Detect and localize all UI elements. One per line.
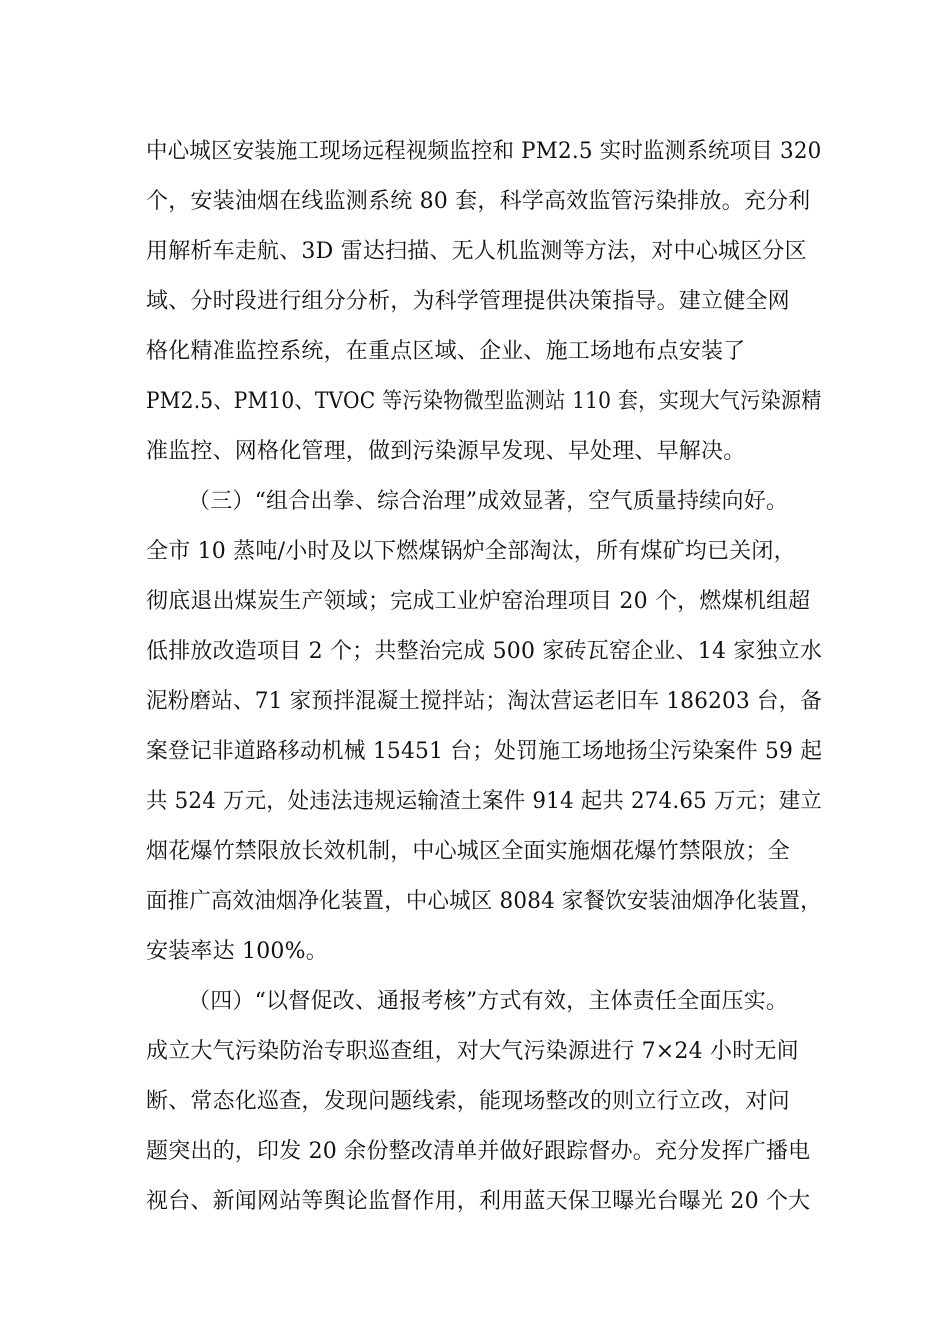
text-line: PM2.5、PM10、TVOC 等污染物微型监测站 110 套，实现大气污染源精 (146, 389, 822, 414)
text-line: 案登记非道路移动机械 15451 台；处罚施工场地扬尘污染案件 59 起 (146, 739, 823, 764)
text-line: 泥粉磨站、71 家预拌混凝土搅拌站；淘汰营运老旧车 186203 台，备 (146, 689, 823, 714)
text-line: 域、分时段进行组分分析，为科学管理提供决策指导。建立健全网 (146, 289, 790, 314)
text-line: 彻底退出煤炭生产领域；完成工业炉窑治理项目 20 个，燃煤机组超 (146, 589, 811, 614)
text-line: 准监控、网格化管理，做到污染源早发现、早处理、早解决。 (146, 439, 746, 464)
text-line: 安装率达 100%。 (146, 939, 328, 964)
text-line: 低排放改造项目 2 个；共整治完成 500 家砖瓦窑企业、14 家独立水 (146, 639, 823, 664)
text-line: 中心城区安装施工现场远程视频监控和 PM2.5 实时监测系统项目 320 (146, 139, 822, 164)
text-line: 断、常态化巡查，发现问题线索，能现场整改的则立行立改，对问 (146, 1089, 790, 1114)
text-line: 个，安装油烟在线监测系统 80 套，科学高效监管污染排放。充分利 (146, 189, 811, 214)
text-line: 全市 10 蒸吨/小时及以下燃煤锅炉全部淘汰，所有煤矿均已关闭， (146, 539, 796, 564)
section-heading-4: （四）“以督促改、通报考核”方式有效，主体责任全面压实。 (188, 989, 789, 1014)
text-line: 烟花爆竹禁限放长效机制，中心城区全面实施烟花爆竹禁限放；全 (146, 839, 790, 864)
section-heading-3: （三）“组合出拳、综合治理”成效显著，空气质量持续向好。 (188, 489, 789, 514)
text-line: 成立大气污染防治专职巡查组，对大气污染源进行 7×24 小时无间 (146, 1039, 799, 1064)
text-line: 视台、新闻网站等舆论监督作用，利用蓝天保卫曝光台曝光 20 个大 (146, 1189, 811, 1214)
text-line: 用解析车走航、3D 雷达扫描、无人机监测等方法，对中心城区分区 (146, 239, 807, 264)
text-line: 共 524 万元，处违法违规运输渣土案件 914 起共 274.65 万元；建立 (146, 789, 822, 814)
text-line: 面推广高效油烟净化装置，中心城区 8084 家餐饮安装油烟净化装置， (146, 889, 822, 914)
text-line: 题突出的，印发 20 余份整改清单并做好跟踪督办。充分发挥广播电 (146, 1139, 811, 1164)
text-line: 格化精准监控系统，在重点区域、企业、施工场地布点安装了 (146, 339, 746, 364)
